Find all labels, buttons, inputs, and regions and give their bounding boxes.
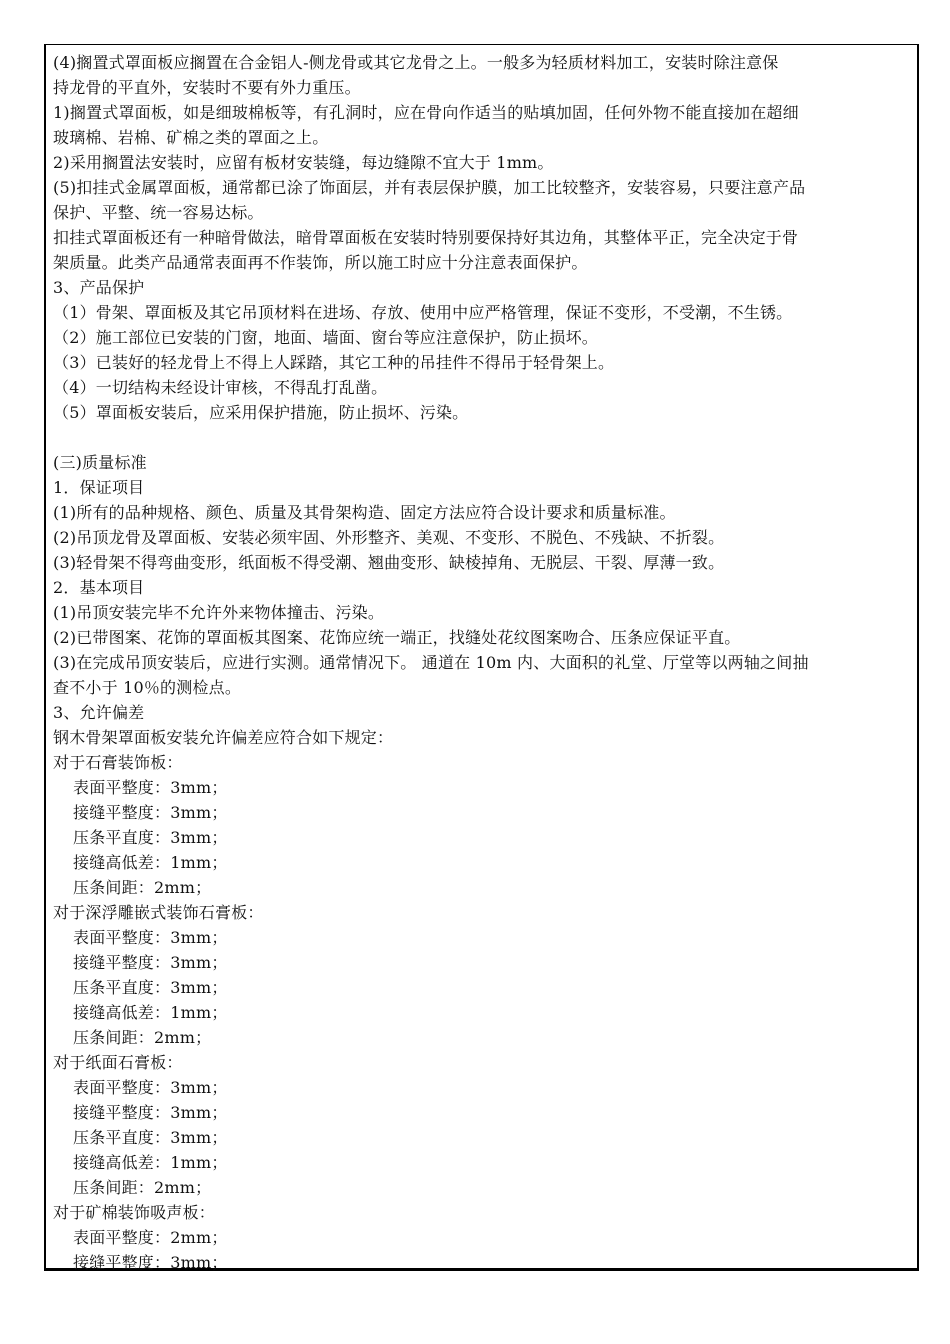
section-heading: (三)质量标准 [53, 453, 147, 472]
paragraph-line: 钢木骨架罩面板安装允许偏差应符合如下规定： [53, 728, 394, 747]
paragraph-line: 2)采用搁置法安装时，应留有板材安装缝，每边缝隙不宜大于 1mm。 [53, 153, 554, 172]
list-item: （3）已装好的轻龙骨上不得上人踩踏，其它工种的吊挂件不得吊于轻骨架上。 [53, 353, 615, 372]
tolerance-item: 接缝平整度：3mm； [73, 953, 228, 972]
tolerance-item: 压条平直度：3mm； [73, 1128, 228, 1147]
subsection-heading: 3、允许偏差 [53, 703, 145, 722]
section-heading: 3、产品保护 [53, 278, 145, 297]
group-title: 对于深浮雕嵌式装饰石膏板： [53, 903, 264, 922]
paragraph-line: 玻璃棉、岩棉、矿棉之类的罩面之上。 [53, 128, 329, 147]
tolerance-item: 接缝高低差：1mm； [73, 1153, 228, 1172]
list-item: （5）罩面板安装后，应采用保护措施，防止损坏、污染。 [53, 403, 469, 422]
paragraph-line: 扣挂式罩面板还有一种暗骨做法，暗骨罩面板在安装时特别要保持好其边角，其整体平正，完全决定于骨 [53, 228, 799, 247]
tolerance-item: 接缝平整度：3mm； [73, 1253, 228, 1272]
list-item: (3)轻骨架不得弯曲变形，纸面板不得受潮、翘曲变形、缺棱掉角、无脱层、干裂、厚薄一致。 [53, 553, 725, 572]
list-item: (3)在完成吊顶安装后，应进行实测。通常情况下。 通道在 10m 内、大面积的礼堂、厅堂等以两轴之间抽 [53, 653, 809, 672]
tolerance-item: 表面平整度：3mm； [73, 928, 228, 947]
paragraph-line: 架质量。此类产品通常表面再不作装饰，所以施工时应十分注意表面保护。 [53, 253, 588, 272]
tolerance-item: 压条间距：2mm； [73, 878, 212, 897]
paragraph-line: (4)搁置式罩面板应搁置在合金铝人-侧龙骨或其它龙骨之上。一般多为轻质材料加工，安装时除注意保 [53, 53, 779, 72]
tolerance-item: 接缝平整度：3mm； [73, 803, 228, 822]
group-title: 对于石膏装饰板： [53, 753, 183, 772]
tolerance-item: 压条平直度：3mm； [73, 978, 228, 997]
paragraph-line: 保护、平整、统一容易达标。 [53, 203, 264, 222]
subsection-heading: 2．基本项目 [53, 578, 145, 597]
blank-line [53, 425, 915, 450]
list-item: (1)所有的品种规格、颜色、质量及其骨架构造、固定方法应符合设计要求和质量标准。 [53, 503, 676, 522]
tolerance-item: 接缝高低差：1mm； [73, 1003, 228, 1022]
list-item: （1）骨架、罩面板及其它吊顶材料在进场、存放、使用中应严格管理，保证不变形，不受潮，不生锈。 [53, 303, 793, 322]
paragraph-line: 持龙骨的平直外，安装时不要有外力重压。 [53, 78, 361, 97]
list-item: （4）一切结构未经设计审核，不得乱打乱凿。 [53, 378, 388, 397]
tolerance-item: 压条平直度：3mm； [73, 828, 228, 847]
list-item: （2）施工部位已安装的门窗，地面、墙面、窗台等应注意保护，防止损坏。 [53, 328, 598, 347]
list-item: (2)吊顶龙骨及罩面板、安装必须牢固、外形整齐、美观、不变形、不脱色、不残缺、不折裂。 [53, 528, 725, 547]
paragraph-line: 1)搁置式罩面板，如是细玻棉板等，有孔洞时，应在骨向作适当的贴填加固，任何外物不能直接加在超细 [53, 103, 799, 122]
tolerance-item: 接缝平整度：3mm； [73, 1103, 228, 1122]
subsection-heading: 1．保证项目 [53, 478, 145, 497]
tolerance-item: 接缝高低差：1mm； [73, 853, 228, 872]
tolerance-item: 压条间距：2mm； [73, 1178, 212, 1197]
tolerance-item: 表面平整度：3mm； [73, 1078, 228, 1097]
tolerance-item: 表面平整度：3mm； [73, 778, 228, 797]
group-title: 对于纸面石膏板： [53, 1053, 183, 1072]
paragraph-line: (5)扣挂式金属罩面板，通常都已涂了饰面层，并有表层保护膜，加工比较整齐，安装容易，只要注意产品 [53, 178, 806, 197]
list-item: (1)吊顶安装完毕不允许外来物体撞击、污染。 [53, 603, 385, 622]
list-item: (2)已带图案、花饰的罩面板其图案、花饰应统一端正，找缝处花纹图案吻合、压条应保证平直。 [53, 628, 741, 647]
tolerance-item: 表面平整度：2mm； [73, 1228, 228, 1247]
document-body [53, 50, 915, 1275]
tolerance-item: 压条间距：2mm； [73, 1028, 212, 1047]
group-title: 对于矿棉装饰吸声板： [53, 1203, 216, 1222]
list-item: 查不小于 10％的测检点。 [53, 678, 242, 697]
